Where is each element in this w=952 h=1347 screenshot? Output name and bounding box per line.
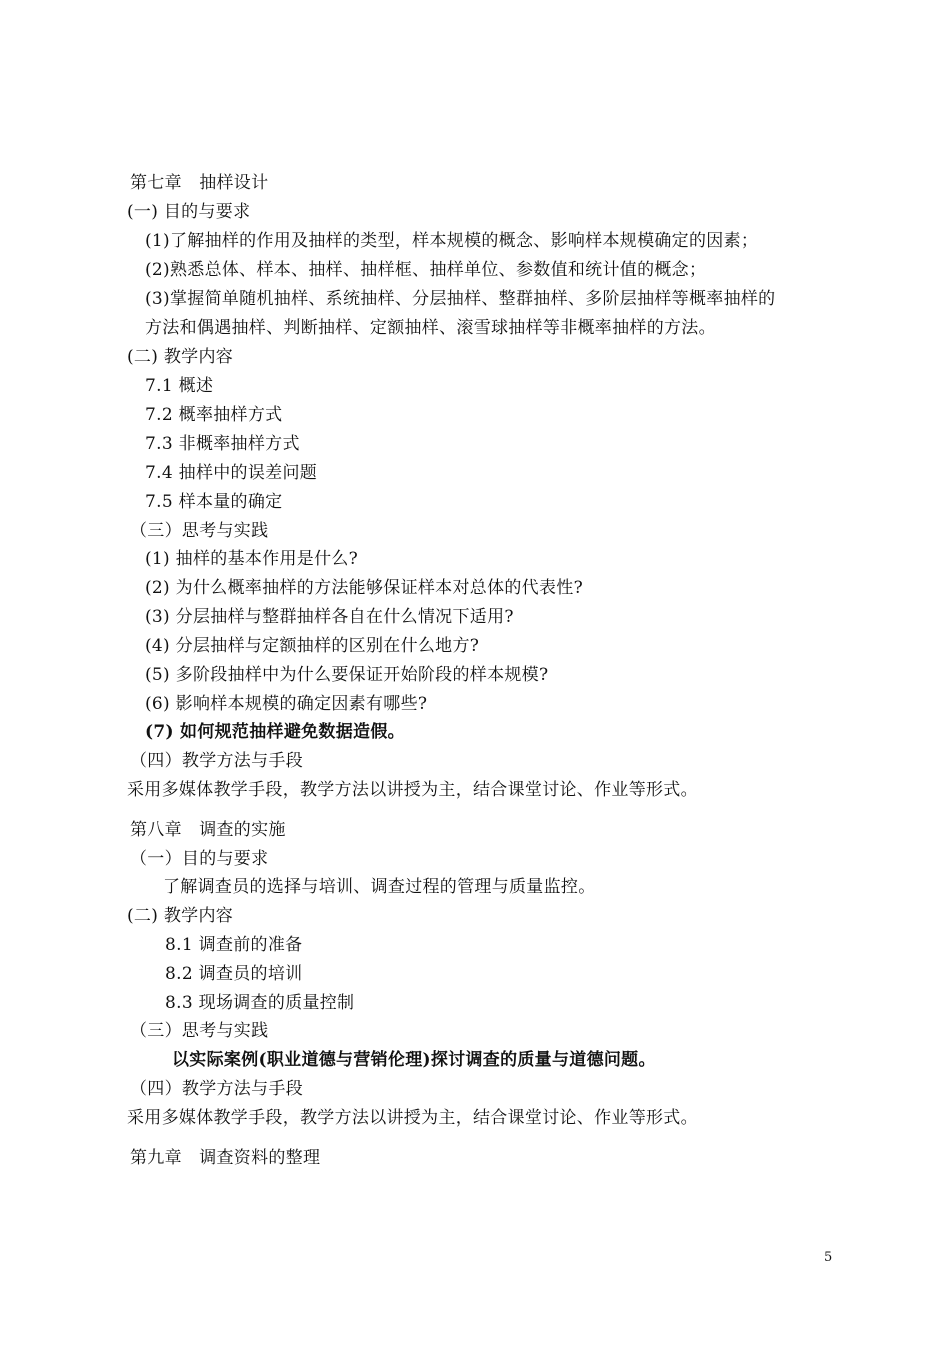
text-line: 采用多媒体教学手段，教学方法以讲授为主，结合课堂讨论、作业等形式。	[127, 780, 698, 800]
text-line: 第七章 抽样设计	[130, 173, 269, 193]
text-line: （三）思考与实践	[130, 521, 269, 541]
text-line: (2) 为什么概率抽样的方法能够保证样本对总体的代表性?	[145, 578, 583, 598]
text-line: 8.2 调查员的培训	[165, 964, 303, 984]
text-line: 采用多媒体教学手段，教学方法以讲授为主，结合课堂讨论、作业等形式。	[127, 1108, 698, 1128]
text-line: (一) 目的与要求	[127, 202, 251, 222]
text-line: 7.5 样本量的确定	[145, 492, 283, 512]
text-line: 方法和偶遇抽样、判断抽样、定额抽样、滚雪球抽样等非概率抽样的方法。	[145, 318, 716, 338]
text-line: (3)掌握简单随机抽样、系统抽样、分层抽样、整群抽样、多阶层抽样等概率抽样的	[145, 289, 776, 309]
text-line: 7.2 概率抽样方式	[145, 405, 283, 425]
text-line: （四）教学方法与手段	[130, 751, 303, 771]
page-number: 5	[824, 1250, 833, 1265]
text-line: 8.1 调查前的准备	[165, 935, 303, 955]
text-line: (二) 教学内容	[127, 347, 234, 367]
text-line: （四）教学方法与手段	[130, 1079, 303, 1099]
text-line: （三）思考与实践	[130, 1021, 269, 1041]
text-line: 7.4 抽样中的误差问题	[145, 463, 318, 483]
text-line: (6) 影响样本规模的确定因素有哪些?	[145, 694, 428, 714]
text-line: 7.1 概述	[145, 376, 214, 396]
text-line: 7.3 非概率抽样方式	[145, 434, 300, 454]
text-line: 第九章 调查资料的整理	[130, 1148, 321, 1168]
text-line: 第八章 调查的实施	[130, 820, 286, 840]
text-line: (1) 抽样的基本作用是什么?	[145, 549, 359, 569]
text-line: (3) 分层抽样与整群抽样各自在什么情况下适用?	[145, 607, 514, 627]
text-line: 了解调查员的选择与培训、调查过程的管理与质量监控。	[163, 877, 596, 897]
text-line: (2)熟悉总体、样本、抽样、抽样框、抽样单位、参数值和统计值的概念；	[145, 260, 707, 280]
text-line: （一）目的与要求	[130, 849, 269, 869]
text-line: (7) 如何规范抽样避免数据造假。	[145, 722, 405, 742]
text-line: (1)了解抽样的作用及抽样的类型，样本规模的概念、影响样本规模确定的因素；	[145, 231, 759, 251]
text-line: (4) 分层抽样与定额抽样的区别在什么地方?	[145, 636, 480, 656]
text-line: (5) 多阶段抽样中为什么要保证开始阶段的样本规模?	[145, 665, 549, 685]
text-line: (二) 教学内容	[127, 906, 234, 926]
text-line: 8.3 现场调查的质量控制	[165, 993, 355, 1013]
text-line: 以实际案例(职业道德与营销伦理)探讨调查的质量与道德问题。	[172, 1050, 656, 1070]
